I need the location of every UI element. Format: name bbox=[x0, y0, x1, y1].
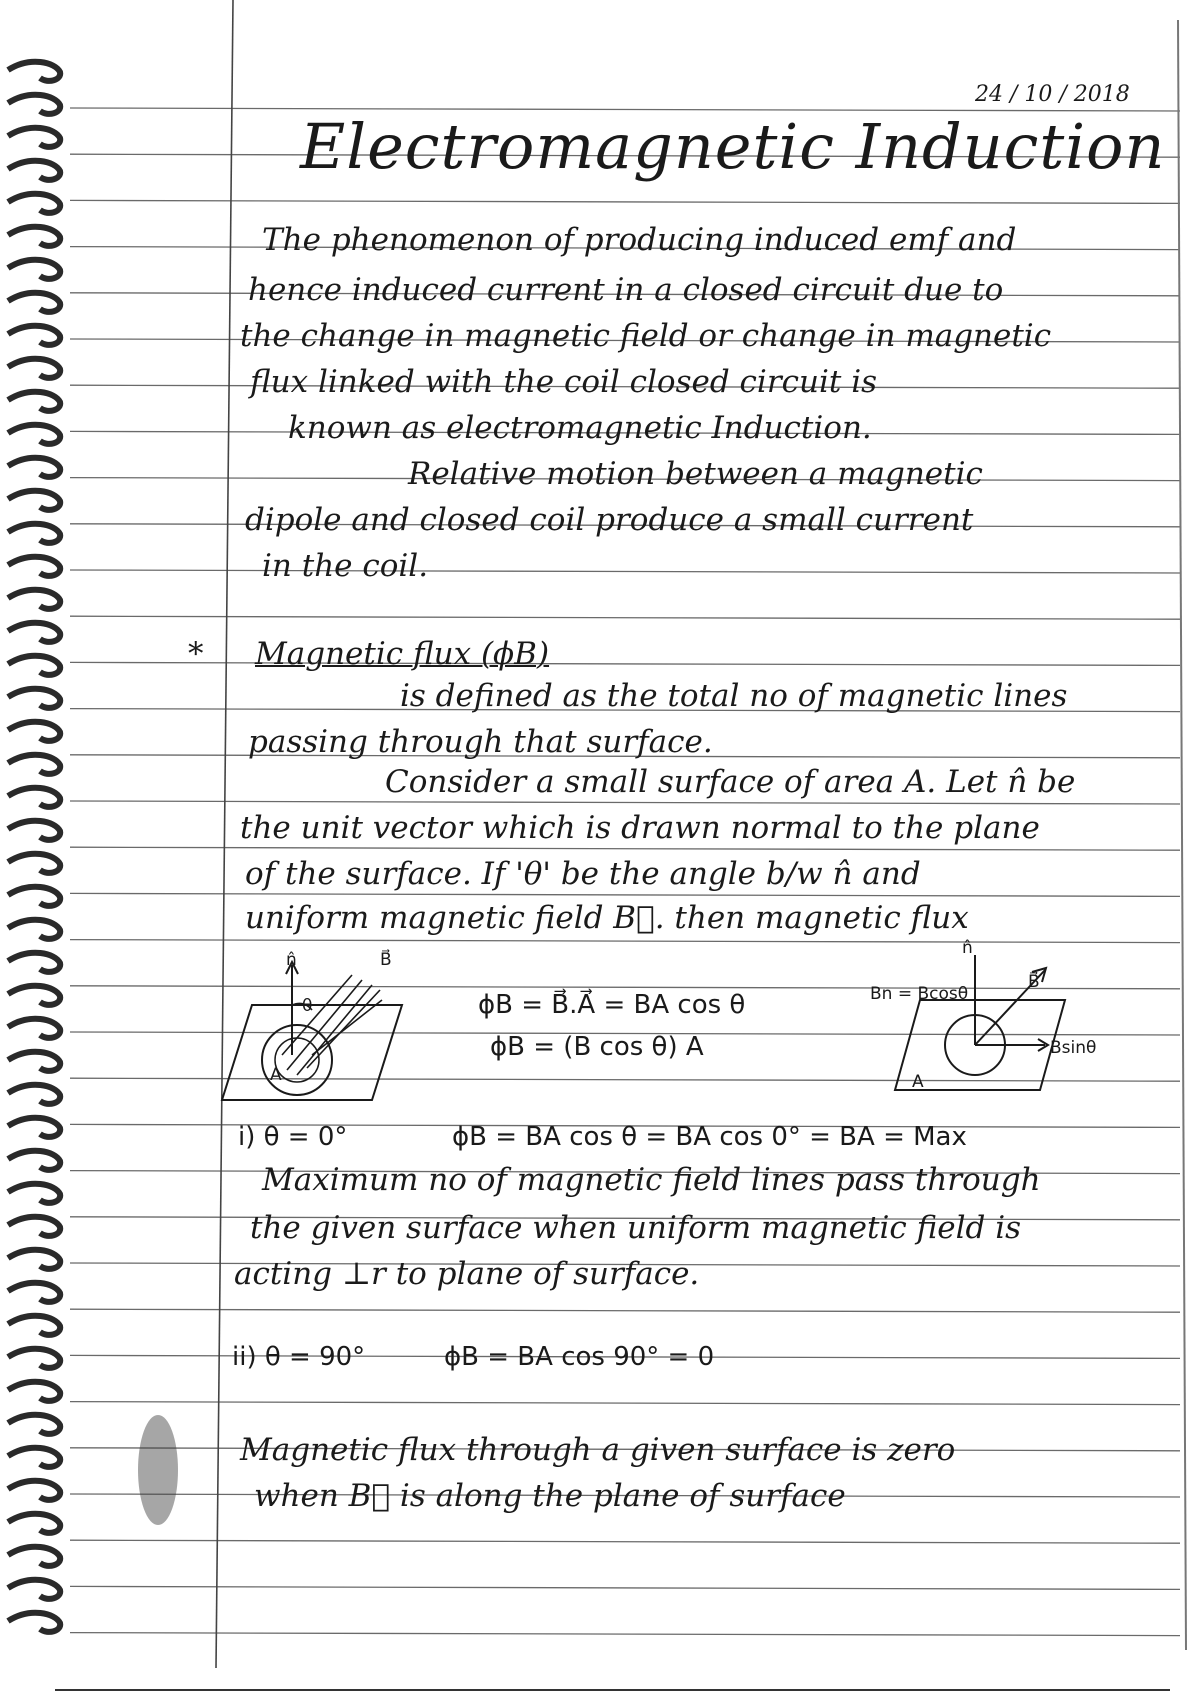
spiral-ring bbox=[8, 293, 60, 312]
spiral-ring bbox=[8, 524, 60, 543]
intro-line-7: dipole and closed coil produce a small current bbox=[245, 502, 974, 538]
flux-line-1: is defined as the total no of magnetic lines bbox=[400, 678, 1068, 714]
spiral-ring bbox=[8, 656, 60, 675]
spiral-ring bbox=[8, 854, 60, 873]
spiral-ring bbox=[8, 1019, 60, 1038]
right-label-bsin: Bsinθ bbox=[1050, 1038, 1097, 1058]
flux-heading-text: Magnetic flux (ϕB) bbox=[255, 636, 550, 672]
right-label-a: A bbox=[912, 1072, 924, 1092]
right-label-bn: Bn = Bcosθ bbox=[870, 984, 969, 1004]
spiral-ring bbox=[8, 788, 60, 807]
spiral-ring bbox=[8, 1151, 60, 1170]
flux-line-3: Consider a small surface of area A. Let n̂ be bbox=[385, 764, 1076, 800]
ruled-line bbox=[70, 200, 1180, 203]
spiral-ring bbox=[8, 128, 60, 147]
spiral-ring bbox=[8, 194, 60, 213]
spiral-ring bbox=[8, 557, 60, 576]
ruled-line bbox=[70, 662, 1180, 665]
intro-line-2: hence induced current in a closed circuit due to bbox=[248, 272, 1004, 308]
ruled-line bbox=[70, 1309, 1180, 1312]
surface-plane bbox=[222, 1005, 402, 1100]
page-title: Electromagnetic Induction bbox=[300, 110, 1166, 183]
case2-condition: ii) θ = 90° bbox=[232, 1342, 366, 1372]
spiral-ring bbox=[8, 689, 60, 708]
spiral-ring bbox=[8, 1415, 60, 1434]
spiral-ring bbox=[8, 227, 60, 246]
spiral-ring bbox=[8, 425, 60, 444]
spiral-ring bbox=[8, 953, 60, 972]
spiral-ring bbox=[8, 1547, 60, 1566]
left-label-b: B⃗ bbox=[380, 950, 392, 970]
flux-line-4: the unit vector which is drawn normal to the plane bbox=[240, 810, 1040, 846]
spiral-ring bbox=[8, 1448, 60, 1467]
flux-diagram-left bbox=[212, 950, 412, 1120]
ruled-line bbox=[70, 893, 1180, 896]
ruled-line bbox=[70, 1586, 1180, 1589]
case1-text-2: the given surface when uniform magnetic field is bbox=[250, 1210, 1022, 1246]
left-label-n: n̂ bbox=[286, 950, 297, 970]
spiral-ring bbox=[8, 821, 60, 840]
ruled-line bbox=[70, 570, 1180, 573]
case1-text-3: acting ⊥r to plane of surface. bbox=[234, 1256, 700, 1292]
spiral-ring bbox=[8, 161, 60, 180]
spiral-ring bbox=[8, 755, 60, 774]
spiral-ring bbox=[8, 986, 60, 1005]
intro-line-3: the change in magnetic field or change in magnetic bbox=[240, 318, 1052, 354]
case2-text-2: when B⃗ is along the plane of surface bbox=[254, 1478, 846, 1514]
spiral-ring bbox=[8, 392, 60, 411]
left-label-a: A bbox=[270, 1065, 282, 1085]
flux-line-5: of the surface. If 'θ' be the angle b/w n̂ and bbox=[245, 856, 921, 892]
spiral-ring bbox=[8, 1349, 60, 1368]
spiral-ring bbox=[8, 1118, 60, 1137]
spiral-ring bbox=[8, 1052, 60, 1071]
spiral-ring bbox=[8, 590, 60, 609]
spiral-ring bbox=[8, 1283, 60, 1302]
ink-smudge bbox=[138, 1415, 178, 1525]
case1-text-1: Maximum no of magnetic field lines pass through bbox=[262, 1162, 1041, 1198]
equation-2: ϕB = (B cos θ) A bbox=[490, 1032, 704, 1062]
spiral-ring bbox=[8, 260, 60, 279]
date: 24 / 10 / 2018 bbox=[975, 82, 1130, 107]
ruled-line bbox=[70, 1633, 1180, 1636]
spiral-ring bbox=[8, 1184, 60, 1203]
ruled-line bbox=[70, 1540, 1180, 1543]
flux-heading bbox=[255, 636, 549, 672]
spiral-ring bbox=[8, 62, 60, 81]
spiral-ring bbox=[8, 1481, 60, 1500]
spiral-binding bbox=[8, 62, 60, 1632]
right-label-n: n̂ bbox=[962, 938, 973, 958]
spiral-ring bbox=[8, 887, 60, 906]
spiral-ring bbox=[8, 1217, 60, 1236]
ruled-line bbox=[70, 801, 1180, 804]
spiral-ring bbox=[8, 1316, 60, 1335]
intro-line-1: The phenomenon of producing induced emf and bbox=[262, 222, 1017, 258]
spiral-ring bbox=[8, 326, 60, 345]
ruled-line bbox=[70, 940, 1180, 943]
left-label-theta: θ bbox=[302, 996, 313, 1016]
spiral-ring bbox=[8, 1250, 60, 1269]
spiral-ring bbox=[8, 1613, 60, 1632]
case2-equation: ϕB = BA cos 90° = 0 bbox=[444, 1342, 715, 1372]
flux-line-2: passing through that surface. bbox=[248, 724, 713, 760]
ruled-line bbox=[70, 616, 1180, 619]
case1-condition: i) θ = 0° bbox=[238, 1122, 348, 1152]
spiral-ring bbox=[8, 920, 60, 939]
spiral-ring bbox=[8, 1382, 60, 1401]
spiral-ring bbox=[8, 1085, 60, 1104]
equation-1: ϕB = B⃗.A⃗ = BA cos θ bbox=[478, 990, 746, 1020]
page-right-edge bbox=[1178, 20, 1186, 1650]
case1-equation: ϕB = BA cos θ = BA cos 0° = BA = Max bbox=[452, 1122, 967, 1152]
spiral-ring bbox=[8, 359, 60, 378]
spiral-ring bbox=[8, 458, 60, 477]
intro-line-6: Relative motion between a magnetic bbox=[408, 456, 983, 492]
bullet-star: * bbox=[188, 636, 204, 672]
ruled-line bbox=[70, 1402, 1180, 1405]
spiral-ring bbox=[8, 623, 60, 642]
margin-line bbox=[216, 0, 233, 1668]
spiral-ring bbox=[8, 95, 60, 114]
flux-line-6: uniform magnetic field B⃗. then magnetic flux bbox=[245, 900, 969, 936]
right-label-b: B⃗ bbox=[1028, 972, 1040, 992]
intro-line-8: in the coil. bbox=[262, 548, 429, 584]
intro-line-4: flux linked with the coil closed circuit is bbox=[250, 364, 878, 400]
spiral-ring bbox=[8, 722, 60, 741]
spiral-ring bbox=[8, 491, 60, 510]
intro-line-5: known as electromagnetic Induction. bbox=[288, 410, 872, 446]
spiral-ring bbox=[8, 1514, 60, 1533]
ruled-line bbox=[70, 847, 1180, 850]
case2-text-1: Magnetic flux through a given surface is zero bbox=[240, 1432, 956, 1468]
spiral-ring bbox=[8, 1580, 60, 1599]
